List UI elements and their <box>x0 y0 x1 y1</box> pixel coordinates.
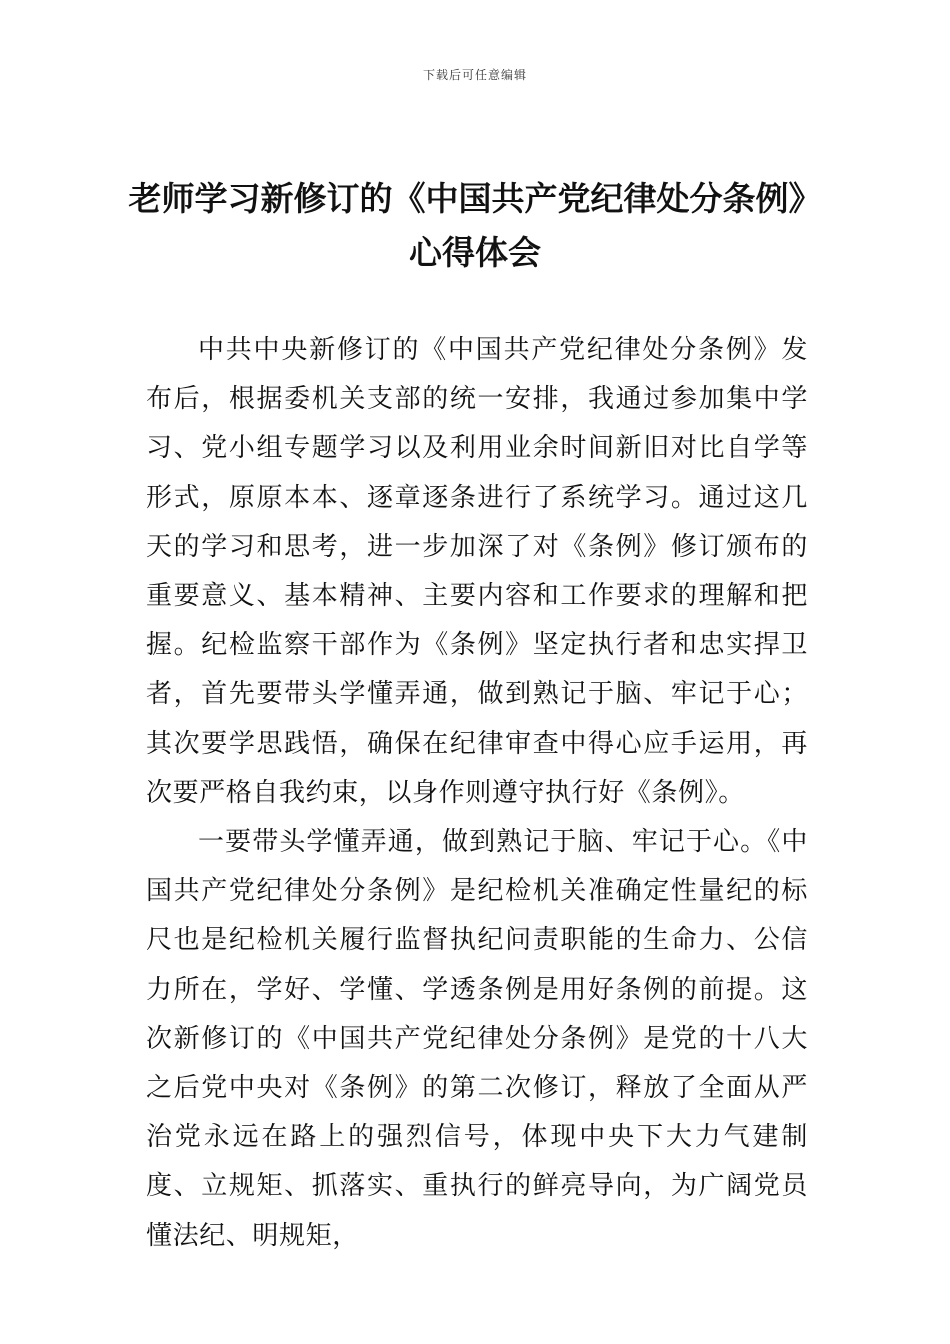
header-note: 下载后可任意编辑 <box>422 68 527 82</box>
paragraph-point-one: 一要带头学懂弄通，做到熟记于脑、牢记于心。《中国共产党纪律处分条例》是纪检机关准确定性量纪的标尺也是纪检机关履行监督执纪问责职能的生命力、公信力所在，学好、学懂、学透条例是用好条例的前提。这次新修订的《中国共产党纪律处分条例》是党的十八大之后党中央对《条例》的第二次修订，释放了全面从严治党永远在路上的强烈信号，体现中央下大力气建制度、立规矩、抓落实、重执行的鲜亮导向，为广阔党员懂法纪、明规矩， <box>146 827 808 1251</box>
document-title: 老师学习新修订的《中国共产党纪律处分条例》心得体会 <box>128 179 822 272</box>
document-body <box>146 326 808 1261</box>
paragraph-intro: 中共中央新修订的《中国共产党纪律处分条例》发布后，根据委机关支部的统一安排，我通过参加集中学习、党小组专题学习以及利用业余时间新旧对比自学等形式，原原本本、逐章逐条进行了系统学习。通过这几天的学习和思考，进一步加深了对《条例》修订颁布的重要意义、基本精神、主要内容和工作要求的理解和把握。纪检监察干部作为《条例》坚定执行者和忠实捍卫者，首先要带头学懂弄通，做到熟记于脑、牢记于心；其次要学思践悟，确保在纪律审查中得心应手运用，再次要严格自我约束，以身作则遵守执行好《条例》。 <box>146 335 808 808</box>
